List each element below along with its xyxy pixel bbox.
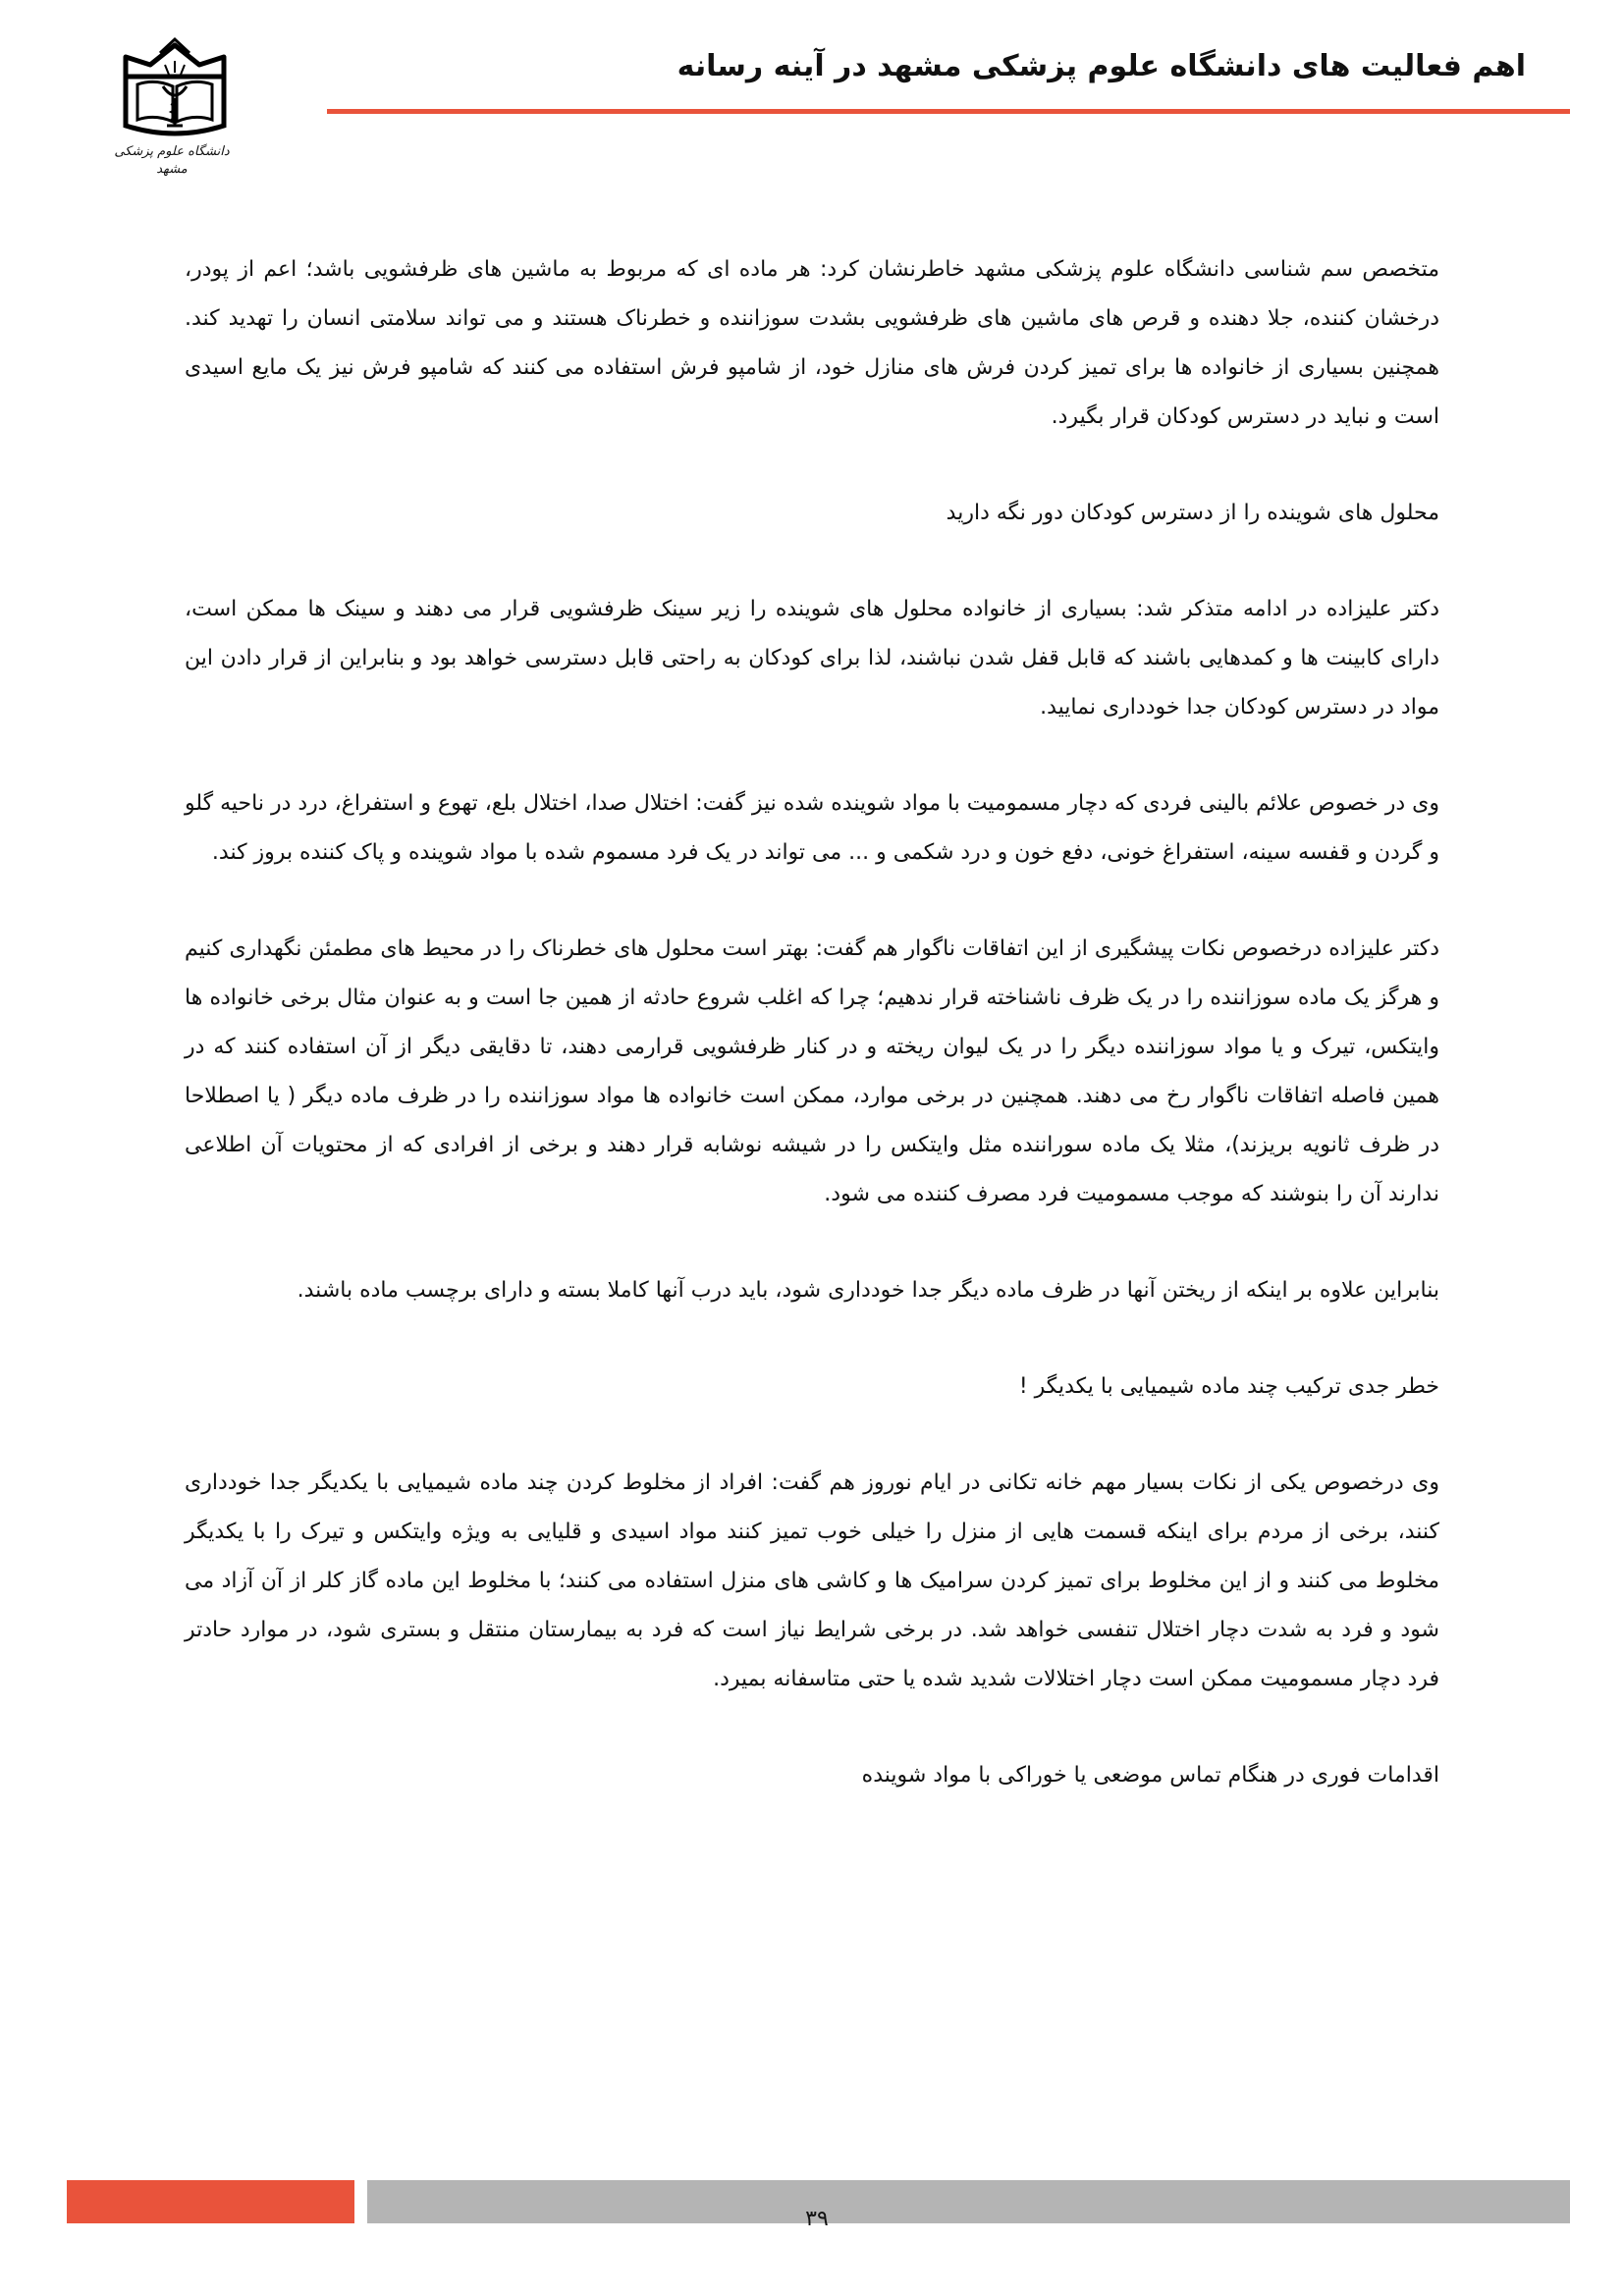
footer-bar-gray <box>367 2180 1570 2223</box>
logo-caption: دانشگاه علوم پزشکی مشهد <box>114 144 230 177</box>
article-body <box>185 245 1439 1847</box>
logo-emblem-icon <box>106 35 244 148</box>
section-heading-immediate-actions: اقدامات فوری در هنگام تماس موضعی یا خوراکی با مواد شوینده <box>861 1763 1439 1788</box>
paragraph-prevention: دکتر علیزاده درخصوص نکات پیشگیری از این اتفاقات ناگوار هم گفت: بهتر است محلول های خطرناک را در محیط های مطمئن نگهداری کنیم و هرگز یک ماده سوزاننده را در یک ظرف ناشناخته قرار ندهیم؛ چرا که اغلب شروع حادثه از همین جا است و به عنوان مثال برخی خانواده ها وایتکس، تیرک و یا مواد سوزاننده دیگر را در یک لیوان ریخته و در کنار ظرفشویی قرارمی دهند، تا دقایقی دیگر از آن استفاده کنند که در همین فاصله اتفاقات ناگوار رخ می دهند. همچنین در برخی موارد، ممکن است خانواده ها مواد سوزاننده را در ظرف ماده دیگر ( یا اصطلاحا در ظرف ثانویه بریزند)، مثلا یک ماده سوراننده مثل وایتکس را در شیشه نوشابه قرار دهند و برخی از افرادی که از محتویات آن اطلاعی ندارند آن را بنوشند که موجب مسمومیت فرد مصرف کننده می شود. <box>185 936 1439 1206</box>
section-heading-chemical-mixing: خطر جدی ترکیب چند ماده شیمیایی با یکدیگر ! <box>1018 1374 1439 1399</box>
page-header-title: اهم فعالیت های دانشگاه علوم پزشکی مشهد در آینه رسانه <box>677 49 1526 83</box>
paragraph-symptoms: وی در خصوص علائم بالینی فردی که دچار مسمومیت با مواد شوینده شده نیز گفت: اختلال صدا، اختلال بلع، تهوع و استفراغ، درد در ناحیه گلو و گردن و قفسه سینه، استفراغ خونی، دفع خون و درد شکمی و ... می تواند در یک فرد مسموم شده با مواد شوینده و پاک کننده بروز کند. <box>185 791 1439 865</box>
section-heading-keep-away: محلول های شوینده را از دسترس کودکان دور نگه دارید <box>946 501 1439 525</box>
paragraph-storage: دکتر علیزاده در ادامه متذکر شد: بسیاری از خانواده محلول های شوینده را زیر سینک ظرفشویی قرار می دهند و سینک ها ممکن است، دارای کابینت ها و کمدهایی باشند که قابل قفل شدن نباشند، لذا برای کودکان به راحتی قابل دسترسی خواهد بود و بنابراین از قرار دادن این مواد در دسترس کودکان جدا خودداری نمایید. <box>185 597 1439 720</box>
paragraph-intro: متخصص سم شناسی دانشگاه علوم پزشکی مشهد خاطرنشان کرد: هر ماده ای که مربوط به ماشین های ظرفشویی باشد؛ اعم از پودر، درخشان کننده، جلا دهنده و قرص های ماشین های ظرفشویی بشدت سوزاننده و خطرناک هستند و می تواند سلامتی انسان را تهدید کند. همچنین بسیاری از خانواده ها برای تمیز کردن فرش های منازل خود، از شامپو فرش استفاده می کنند که شامپو فرش نیز یک مایع اسیدی است و نباید در دسترس کودکان قرار بگیرد. <box>185 257 1439 429</box>
paragraph-mixing: وی درخصوص یکی از نکات بسیار مهم خانه تکانی در ایام نوروز هم گفت: افراد از مخلوط کردن چند ماده شیمیایی با یکدیگر جدا خودداری کنند، برخی از مردم برای اینکه قسمت هایی از منزل را خیلی خوب تمیز کنند مواد اسیدی و قلیایی به ویژه وایتکس و تیرک را با یکدیگر مخلوط می کنند و از این مخلوط برای تمیز کردن سرامیک ها و کاشی های منزل استفاده می کنند؛ با مخلوط این ماده گاز کلر از آن آزاد می شود و فرد به شدت دچار اختلال تنفسی خواهد شد. در برخی شرایط نیاز است که فرد به بیمارستان منتقل و بستری شود، در موارد حادتر فرد دچار مسمومیت ممکن است دچار اختلالات شدید شده یا حتی متاسفانه بمیرد. <box>185 1470 1439 1691</box>
header-divider <box>327 109 1570 114</box>
footer-bar-red <box>67 2180 354 2223</box>
page-number: ۳۹ <box>805 2207 829 2231</box>
paragraph-labeling: بنابراین علاوه بر اینکه از ریختن آنها در ظرف ماده دیگر جدا خودداری شود، باید درب آنها کاملا بسته و دارای برچسب ماده باشند. <box>297 1278 1439 1303</box>
